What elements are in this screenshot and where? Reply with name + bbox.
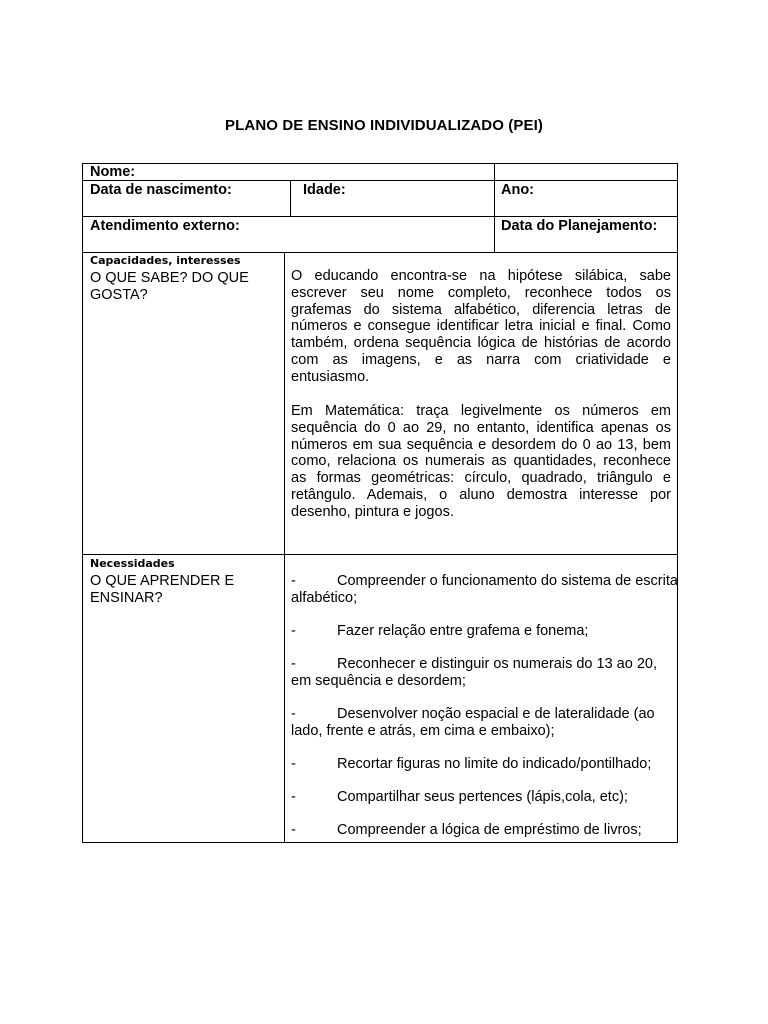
list-item <box>291 822 681 839</box>
document-title: PLANO DE ENSINO INDIVIDUALIZADO (PEI) <box>225 117 543 134</box>
data-planejamento-label: Data do Planejamento: <box>501 218 658 234</box>
atendimento-externo-label: Atendimento externo: <box>90 218 240 234</box>
list-item-text: Recortar figuras no limite do indicado/pontilhado; <box>337 756 652 772</box>
ano-label: Ano: <box>501 182 535 198</box>
capacidades-paragraph-1: O educando encontra-se na hipótese silábica, sabe escrever seu nome completo, reconhece todos os grafemas do sistema alfabético, diferencia letras de números e consegue identificar letra inicial e final. Como também, ordena sequência lógica de histórias de acordo com as imagens, e as narra com criatividade e entusiasmo. <box>291 268 671 385</box>
list-item <box>291 756 681 773</box>
list-bullet: - <box>291 822 296 838</box>
list-item <box>291 789 681 806</box>
list-item-text: Reconhecer e distinguir os numerais do 13 ao 20, em sequência e desordem; <box>291 656 657 689</box>
list-item-text: Compreender a lógica de empréstimo de livros; <box>337 822 642 838</box>
list-item <box>291 656 681 689</box>
list-item-text: Compartilhar seus pertences (lápis,cola, etc); <box>337 789 628 805</box>
list-item <box>291 706 681 739</box>
list-bullet: - <box>291 656 296 672</box>
list-bullet: - <box>291 789 296 805</box>
data-nascimento-label: Data de nascimento: <box>90 182 232 198</box>
necessidades-heading: Necessidades <box>90 557 175 570</box>
capacidades-heading: Capacidades, interesses <box>90 254 241 267</box>
idade-label: Idade: <box>303 182 346 198</box>
capacidades-paragraph-2: Em Matemática: traça legivelmente os números em sequência do 0 ao 29, no entanto, identifica apenas os números em sua sequência e desordem do 0 ao 13, bem como, relaciona os numerais as quantidades, reconhece as formas geométricas: círculo, quadrado, triângulo e retângulo. Ademais, o aluno demostra interesse por desenho, pintura e jogos. <box>291 403 671 520</box>
list-item-text: Fazer relação entre grafema e fonema; <box>337 623 589 639</box>
capacidades-question: O QUE SABE? DO QUE GOSTA? <box>90 270 249 303</box>
necessidades-question: O QUE APRENDER E ENSINAR? <box>90 573 235 606</box>
list-bullet: - <box>291 756 296 772</box>
list-item-text: Compreender o funcionamento do sistema de escrita alfabético; <box>291 573 678 606</box>
list-item-text: Desenvolver noção espacial e de lateralidade (ao lado, frente e atrás, em cima e embaixo); <box>291 706 655 739</box>
list-bullet: - <box>291 623 296 639</box>
nome-label: Nome: <box>90 164 136 180</box>
list-item <box>291 573 681 606</box>
list-item <box>291 623 681 640</box>
list-bullet: - <box>291 573 296 589</box>
list-bullet: - <box>291 706 296 722</box>
